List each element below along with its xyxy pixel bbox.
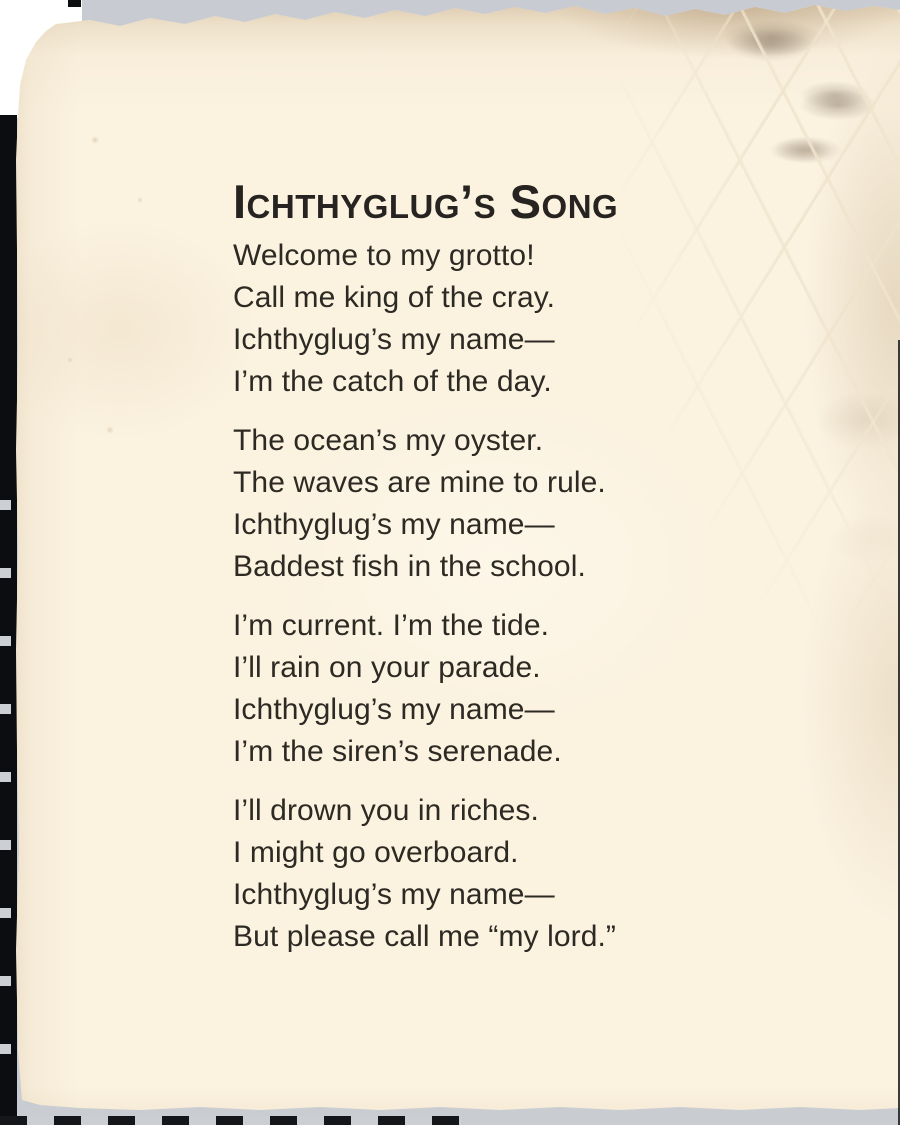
poem-stanza-2 bbox=[233, 420, 753, 588]
edge-artifact-square bbox=[68, 0, 81, 7]
poem-line: I’m the catch of the day. bbox=[233, 365, 552, 398]
poem-stanza-1 bbox=[233, 235, 753, 403]
poem-line: Ichthyglug’s my name— bbox=[233, 693, 555, 726]
poem-line: Ichthyglug’s my name— bbox=[233, 878, 555, 911]
bottom-transparency-checks bbox=[0, 1116, 462, 1125]
poem-stanza-3 bbox=[233, 605, 753, 773]
poem-line: But please call me “my lord.” bbox=[233, 920, 617, 953]
poem bbox=[233, 175, 753, 975]
poem-line: Baddest fish in the school. bbox=[233, 550, 586, 583]
poem-line: I’m the siren’s serenade. bbox=[233, 735, 562, 768]
poem-line: Call me king of the cray. bbox=[233, 281, 556, 314]
poem-line: I’m current. I’m the tide. bbox=[233, 609, 550, 642]
poem-line: I might go overboard. bbox=[233, 836, 519, 869]
poem-stanza-4 bbox=[233, 790, 753, 958]
poem-line: Ichthyglug’s my name— bbox=[233, 323, 555, 356]
poem-title: Ichthyglug’s Song bbox=[233, 175, 619, 228]
left-transparency-checks bbox=[0, 500, 11, 1110]
poem-line: The waves are mine to rule. bbox=[233, 466, 606, 499]
poem-line: Ichthyglug’s my name— bbox=[233, 508, 555, 541]
poem-line: I’ll drown you in riches. bbox=[233, 794, 539, 827]
poem-line: I’ll rain on your parade. bbox=[233, 651, 541, 684]
poem-line: Welcome to my grotto! bbox=[233, 239, 535, 272]
poem-line: The ocean’s my oyster. bbox=[233, 424, 544, 457]
